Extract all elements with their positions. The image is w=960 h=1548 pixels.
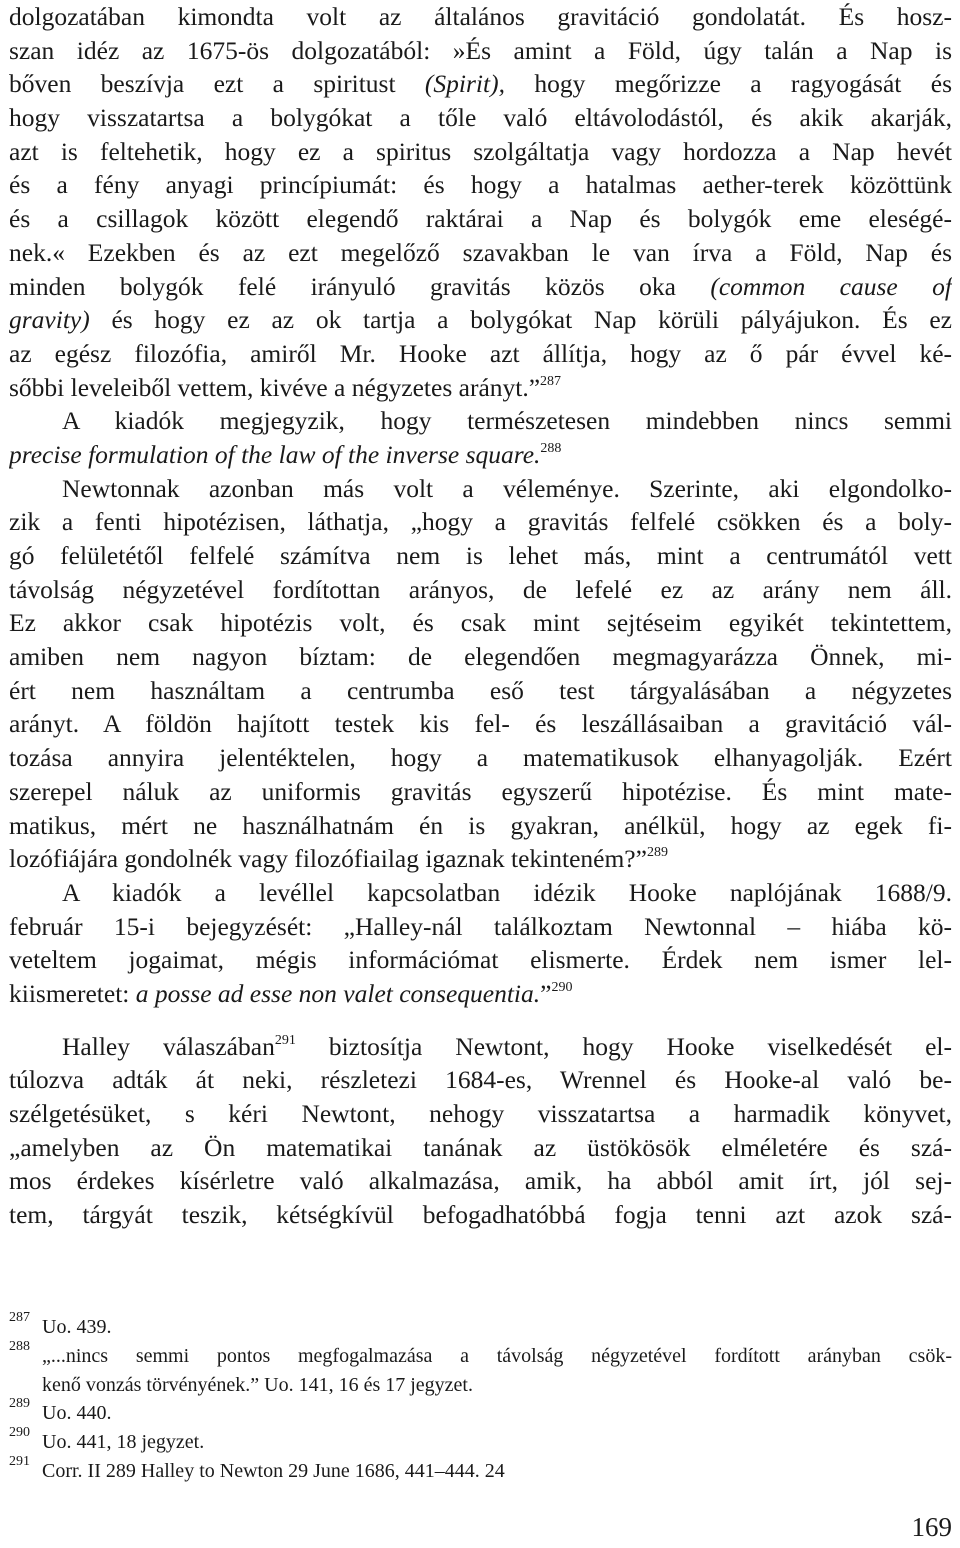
- body-line: amiben nem nagyon bíztam: de elegendően megmagyarázza Önnek, mi-: [9, 642, 952, 672]
- italic-run: (Spirit),: [424, 69, 505, 99]
- footnote-text: Uo. 440.: [42, 1402, 112, 1425]
- body-line: Newtonnak azonban más volt a véleménye. Szerinte, aki elgondolko-: [62, 473, 952, 503]
- text-run: és hogy ez az ok tartja a bolygókat Nap körüli pályájukon. És ez: [89, 305, 952, 335]
- footnote-text: Uo. 439.: [42, 1316, 112, 1338]
- footnote-ref[interactable]: 290: [551, 979, 573, 995]
- footnote-289: [9, 1396, 952, 1428]
- paragraph-gap: [9, 1011, 952, 1030]
- footnote-text: Uo. 441, 18 jegyzet.: [42, 1431, 205, 1454]
- footnote-ref[interactable]: 291: [274, 1032, 296, 1048]
- body-line: távolság négyzetével fordítottan arányos, de lefelé ez az arány nem áll.: [9, 574, 952, 604]
- text-run: biztosítja Newtont, hogy Hooke viselkedését el-: [295, 1031, 952, 1061]
- body-line: gó felületétől felfelé számítva nem is lehet más, mint a centrumától vett: [9, 541, 952, 570]
- footnote-text: Corr. II 289 Halley to Newton 29 June 1686, 441–444. 24: [42, 1459, 505, 1482]
- italic-run: gravity): [9, 305, 90, 335]
- footnote-number: 288: [9, 1338, 30, 1354]
- body-line: ért nem használtam a centrumba eső test tárgyalásában a négyzetes: [9, 675, 952, 705]
- body-line: [9, 67, 952, 101]
- body-line: az egész filozófia, amiről Mr. Hooke azt állítja, hogy az ő pár évvel ké-: [9, 338, 952, 368]
- footnote-text: „...nincs semmi pontos megfogalmazása a távolság négyzetével fordított arányban csök-: [42, 1344, 952, 1367]
- body-line: tozása annyira jelentéktelen, hogy a matematikusok elhanyagolják. Ezért: [9, 743, 952, 773]
- footnote-288-cont: [9, 1371, 952, 1400]
- body-line: tem, tárgyát teszik, kétségkívül befogadhatóbbá fogja tenni azt azok szá-: [9, 1200, 952, 1230]
- text-run: hogy megőrizze a ragyogását és: [504, 69, 952, 99]
- body-line: arányt. A földön hajított testek kis fel- és leszállásaiban a gravitáció vál-: [9, 709, 952, 739]
- footnote-287: [9, 1310, 952, 1342]
- text-run: minden bolygók felé irányuló gravitás közös oka: [9, 271, 711, 301]
- body-line: február 15-i bejegyzését: „Halley-nál találkoztam Newtonnal – hiába kö-: [9, 911, 952, 941]
- footnote-text: kenő vonzás törvényének.” Uo. 141, 16 és 17 jegyzet.: [42, 1373, 473, 1396]
- body-text: [9, 0, 952, 1232]
- body-line: és a csillagok között elegendő raktárai a Nap és bolygók eme eleségé-: [9, 204, 952, 234]
- body-line: [9, 977, 952, 1011]
- text-run: nek.« Ezekben és az ezt megelőző szavakban le van írva a Föld, Nap és: [9, 237, 952, 267]
- text-run: sőbbi leveleiből vettem, kivéve a négyzetes arányt.”: [9, 372, 541, 402]
- body-line: [9, 303, 952, 337]
- text-run: Halley válaszában: [62, 1031, 275, 1061]
- body-line: [9, 842, 952, 876]
- body-line: túlozva adták át neki, részletezi 1684-es, Wrennel és Hooke-al való be-: [9, 1065, 952, 1095]
- body-line: A kiadók a levéllel kapcsolatban idézik Hooke naplójának 1688/9.: [62, 877, 952, 907]
- footnote-ref[interactable]: 287: [540, 373, 562, 389]
- body-line: szélgetésüket, s kéri Newtont, nehogy visszatartsa a harmadik könyvet,: [9, 1099, 952, 1128]
- body-line: [9, 371, 952, 405]
- footnote-number: 291: [9, 1453, 30, 1469]
- footnote-ref[interactable]: 289: [646, 845, 668, 861]
- body-line: A kiadók megjegyzik, hogy természetesen mindebben nincs semmi: [62, 406, 952, 436]
- body-line: Ez akkor csak hipotézis volt, és csak mint sejtéseim egyikét tekintettem,: [9, 608, 952, 638]
- body-line: azt is feltehetik, hogy ez a spiritus szolgáltatja vagy hordozza a Nap hevét: [9, 136, 952, 166]
- body-line: zik a fenti hipotézisen, láthatja, „hogy a gravitás felfelé csökken és a boly-: [9, 507, 952, 537]
- footnote-ref[interactable]: 288: [540, 440, 562, 456]
- body-line: „amelyben az Ön matematikai tanának az üstökösök elméletére és szá-: [9, 1132, 952, 1162]
- text-run: kiismeretet:: [9, 978, 136, 1008]
- body-line: és a fény anyagi princípiumát: és hogy a hatalmas aether-terek közöttünk: [9, 170, 952, 200]
- body-line: [9, 438, 952, 472]
- italic-run: (common cause of: [710, 271, 952, 301]
- text-run: ”: [540, 978, 552, 1008]
- body-line: [9, 270, 952, 304]
- page: [9, 0, 952, 1542]
- body-line: [9, 1030, 952, 1064]
- body-line: dolgozatában kimondta volt az általános gravitáció gondolatát. És hosz-: [9, 2, 952, 31]
- footnote-291: [9, 1453, 952, 1486]
- page-number: 169: [911, 1512, 952, 1542]
- footnote-288: [9, 1338, 952, 1371]
- body-line: szan idéz az 1675-ös dolgozatából: »És amint a Föld, úgy talán a Nap is: [9, 35, 952, 65]
- body-line: mos érdekes kísérletre való alkalmazása, amik, ha abból amit írt, jól sej-: [9, 1166, 952, 1196]
- body-line: veteltem jogaimat, mégis információmat elismerte. Érdek nem ismer lel-: [9, 945, 952, 975]
- italic-run: a posse ad esse non valet consequentia.: [135, 978, 541, 1008]
- body-line: hogy visszatartsa a bolygókat a tőle való eltávolodástól, és akik akarják,: [9, 103, 952, 133]
- body-line: [9, 236, 952, 270]
- footnotes: [9, 1310, 952, 1486]
- text-run: bőven beszívja ezt a spiritust: [9, 69, 425, 99]
- italic-run: precise formulation of the law of the inverse square.: [9, 439, 541, 469]
- footnote-number: 290: [9, 1425, 30, 1441]
- text-run: lozófiájára gondolnék vagy filozófiailag igaznak tekinteném?”: [9, 844, 647, 874]
- body-line: matikus, mért ne használhatnám én is gyakran, anélkül, hogy az egek fi-: [9, 810, 952, 840]
- footnote-290: [9, 1425, 952, 1457]
- body-line: szerepel náluk az uniformis gravitás egyszerű hipotézise. És mint mate-: [9, 776, 952, 806]
- footnote-number: 287: [9, 1310, 30, 1325]
- footnote-number: 289: [9, 1396, 30, 1412]
